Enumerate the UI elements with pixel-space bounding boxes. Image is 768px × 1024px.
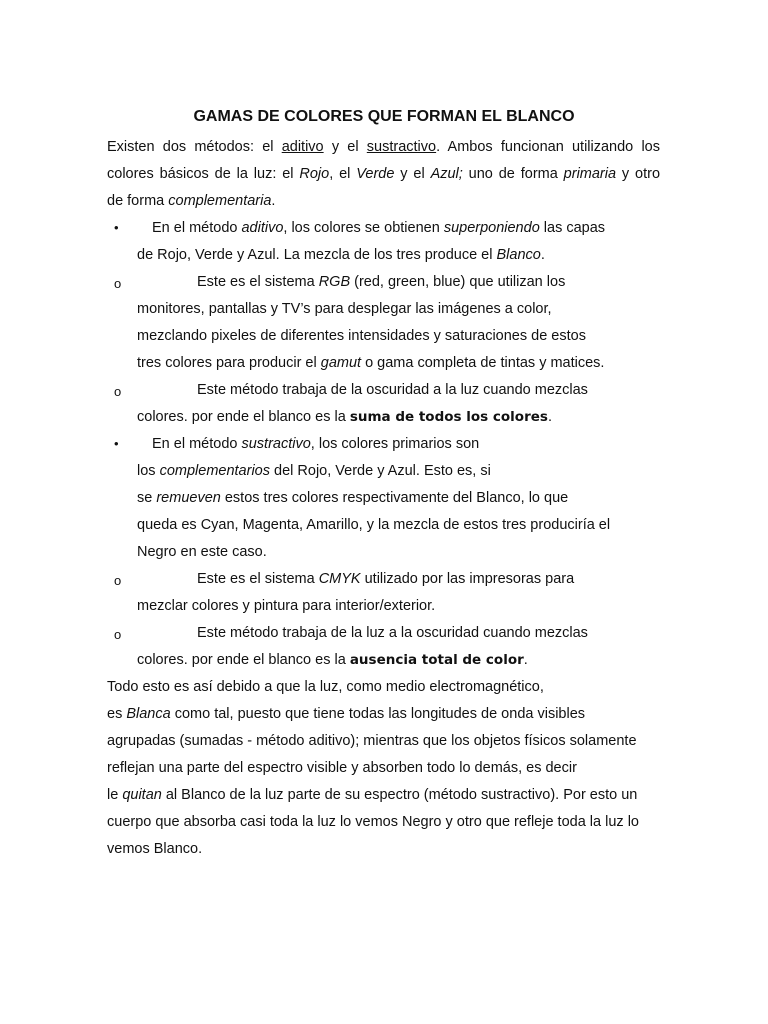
text-italic: Azul;: [430, 166, 463, 182]
text-run: utilizado por las impresoras para: [360, 571, 575, 587]
circle-marker: o: [114, 573, 122, 588]
text-run: , los colores se obtienen: [283, 220, 444, 236]
bullet2-line-3: [137, 488, 568, 508]
text-italic: RGB: [318, 274, 351, 290]
text-sustractivo: sustractivo: [366, 139, 437, 155]
text-run: .: [271, 193, 276, 209]
bullet2-line-1: [152, 434, 479, 454]
text-italic: primaria: [563, 166, 617, 182]
text-run: En el método: [152, 220, 242, 236]
text-italic: aditivo: [241, 220, 284, 236]
text-run: uno de forma: [462, 166, 564, 182]
circle-marker: o: [114, 276, 122, 291]
sub3-line-1: [197, 569, 574, 589]
circle-marker: o: [114, 384, 122, 399]
text-aditivo: aditivo: [281, 139, 324, 155]
text-run: tres colores para producir el: [137, 355, 321, 371]
closing-line-5: [107, 785, 637, 805]
text-run: .: [523, 652, 528, 668]
sub4-line-2: [137, 650, 528, 670]
bullet2-line-2: [137, 461, 491, 481]
text-run: Existen dos métodos: el: [107, 139, 282, 155]
text-italic: Verde: [356, 166, 395, 182]
bullet-marker: •: [114, 220, 119, 235]
text-run: de Rojo, Verde y Azul. La mezcla de los tres produce el: [137, 247, 497, 263]
text-run: colores básicos de la luz: el: [107, 166, 300, 182]
text-italic: remueven: [156, 490, 221, 506]
text-run: Este es el sistema: [197, 274, 319, 290]
text-run: y otro: [616, 166, 661, 182]
sub3-line-2: mezclar colores y pintura para interior/exterior.: [137, 598, 436, 614]
text-run: al Blanco de la luz parte de su espectro (método sustractivo). Por esto un: [161, 787, 638, 803]
sub2-line-2: [137, 407, 552, 427]
sub1-line-2: monitores, pantallas y TV’s para desplegar las imágenes a color,: [137, 301, 552, 317]
text-italic: Blanco: [496, 247, 541, 263]
text-italic: complementarios: [159, 463, 270, 479]
sub2-line-1: Este método trabaja de la oscuridad a la luz cuando mezclas: [197, 382, 588, 398]
text-run: estos tres colores respectivamente del Blanco, lo que: [220, 490, 569, 506]
closing-line-1: Todo esto es así debido a que la luz, como medio electromagnético,: [107, 679, 544, 695]
intro-line-1: [107, 137, 660, 157]
text-italic: gamut: [320, 355, 362, 371]
intro-line-3: [107, 191, 275, 211]
text-run: colores. por ende el blanco es la: [137, 652, 350, 668]
closing-line-2: [107, 704, 585, 724]
text-run: En el método: [152, 436, 242, 452]
text-run: los: [137, 463, 160, 479]
text-bold: suma de todos los colores: [349, 409, 548, 425]
text-run: (red, green, blue) que utilizan los: [350, 274, 566, 290]
circle-marker: o: [114, 627, 122, 642]
sub1-line-3: mezclando pixeles de diferentes intensidades y saturaciones de estos: [137, 328, 586, 344]
sub1-line-4: [137, 353, 604, 373]
sub4-line-1: Este método trabaja de la luz a la oscuridad cuando mezclas: [197, 625, 588, 641]
text-italic: complementaria: [168, 193, 272, 209]
text-run: . Ambos funcionan utilizando los: [436, 139, 660, 155]
text-run: y el: [394, 166, 431, 182]
text-run: .: [547, 409, 552, 425]
text-italic: superponiendo: [443, 220, 540, 236]
bullet1-line-1: [152, 218, 605, 238]
closing-line-4: reflejan una parte del espectro visible y absorben todo lo demás, es decir: [107, 760, 577, 776]
text-run: se: [137, 490, 157, 506]
text-run: o gama completa de tintas y matices.: [361, 355, 605, 371]
text-italic: quitan: [122, 787, 162, 803]
closing-line-6: cuerpo que absorba casi toda la luz lo vemos Negro y otro que refleje toda la luz lo: [107, 814, 639, 830]
text-run: de forma: [107, 193, 169, 209]
text-run: , el: [329, 166, 357, 182]
text-italic: CMYK: [318, 571, 361, 587]
text-italic: Rojo: [299, 166, 330, 182]
text-bold: ausencia total de color: [349, 652, 524, 668]
text-run: es: [107, 706, 127, 722]
closing-line-7: vemos Blanco.: [107, 841, 203, 857]
text-run: y el: [323, 139, 367, 155]
text-run: le: [107, 787, 123, 803]
text-run: como tal, puesto que tiene todas las longitudes de onda visibles: [170, 706, 586, 722]
text-run: .: [540, 247, 545, 263]
bullet-marker: •: [114, 436, 119, 451]
sub1-line-1: [197, 272, 565, 292]
bullet2-line-4: queda es Cyan, Magenta, Amarillo, y la mezcla de estos tres produciría el: [137, 517, 611, 533]
bullet1-line-2: [137, 245, 545, 265]
text-run: Este es el sistema: [197, 571, 319, 587]
text-italic: sustractivo: [241, 436, 311, 452]
text-run: del Rojo, Verde y Azul. Esto es, si: [270, 463, 491, 479]
text-run: colores. por ende el blanco es la: [137, 409, 350, 425]
text-run: las capas: [539, 220, 606, 236]
document-title: GAMAS DE COLORES QUE FORMAN EL BLANCO: [193, 108, 575, 125]
closing-line-3: agrupadas (sumadas - método aditivo); mientras que los objetos físicos solamente: [107, 733, 637, 749]
text-run: , los colores primarios son: [310, 436, 480, 452]
text-italic: Blanca: [126, 706, 171, 722]
intro-line-2: [107, 164, 660, 184]
bullet2-line-5: Negro en este caso.: [137, 544, 267, 560]
